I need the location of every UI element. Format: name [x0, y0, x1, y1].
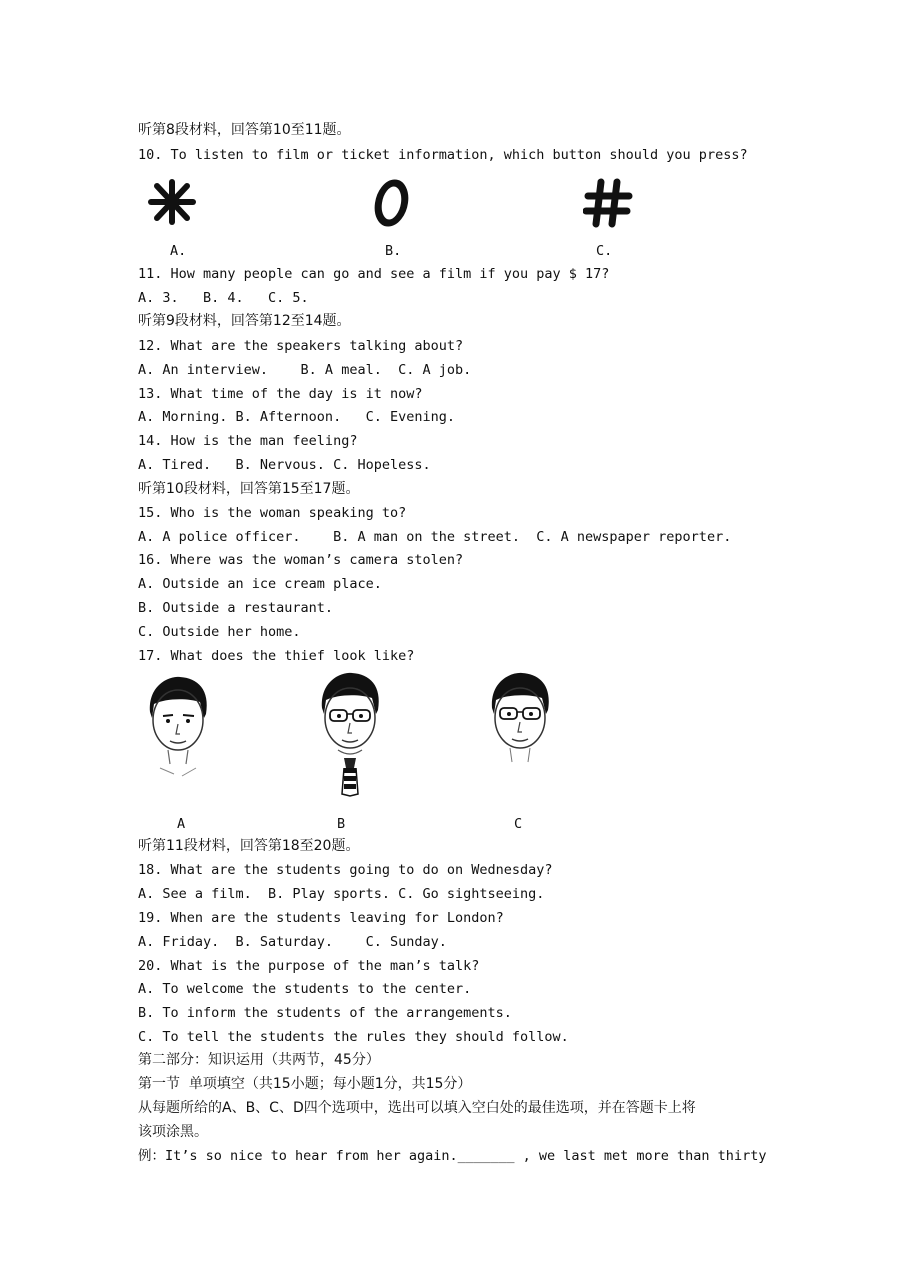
question-13: 13. What time of the day is it now? — [138, 386, 423, 402]
question-12: 12. What are the speakers talking about? — [138, 338, 464, 354]
face-a-image — [138, 672, 218, 787]
q10-label-b: B. — [385, 243, 402, 259]
question-11: 11. How many people can go and see a film if you pay $ 17? — [138, 266, 610, 282]
question-15-options: A. A police officer. B. A man on the street. C. A newspaper reporter. — [138, 529, 732, 545]
zero-icon — [369, 178, 413, 228]
question-16-option-b: B. Outside a restaurant. — [138, 600, 334, 616]
part2-instruction-line2: 该项涂黑。 — [138, 1124, 208, 1140]
question-11-options: A. 3. B. 4. C. 5. — [138, 290, 309, 306]
question-14: 14. How is the man feeling? — [138, 433, 358, 449]
question-18: 18. What are the students going to do on Wednesday? — [138, 862, 553, 878]
question-16-option-c: C. Outside her home. — [138, 624, 301, 640]
face-c-image — [480, 668, 560, 783]
q17-label-a: A — [177, 816, 186, 832]
q10-label-c: C. — [596, 243, 613, 259]
part2-instruction-line1: 从每题所给的A、B、C、D四个选项中，选出可以填入空白处的最佳选项，并在答题卡上将 — [138, 1100, 696, 1116]
question-20-option-b: B. To inform the students of the arrangements. — [138, 1005, 512, 1021]
question-10: 10. To listen to film or ticket information, which button should you press? — [138, 147, 748, 163]
q17-label-c: C — [514, 816, 523, 832]
section11-heading: 听第11段材料，回答第18至20题。 — [138, 838, 360, 854]
asterisk-icon — [143, 178, 201, 228]
question-19-options: A. Friday. B. Saturday. C. Sunday. — [138, 934, 447, 950]
q17-label-b: B — [337, 816, 346, 832]
question-16: 16. Where was the woman’s camera stolen? — [138, 552, 464, 568]
question-13-options: A. Morning. B. Afternoon. C. Evening. — [138, 409, 455, 425]
section10-heading: 听第10段材料，回答第15至17题。 — [138, 481, 360, 497]
section9-heading: 听第9段材料，回答第12至14题。 — [138, 313, 351, 329]
question-12-options: A. An interview. B. A meal. C. A job. — [138, 362, 472, 378]
question-20-option-c: C. To tell the students the rules they should follow. — [138, 1029, 569, 1045]
question-14-options: A. Tired. B. Nervous. C. Hopeless. — [138, 457, 431, 473]
question-20: 20. What is the purpose of the man’s talk? — [138, 958, 480, 974]
part2-heading: 第二部分：知识运用（共两节，45分） — [138, 1052, 380, 1068]
question-19: 19. When are the students leaving for London? — [138, 910, 504, 926]
question-17: 17. What does the thief look like? — [138, 648, 415, 664]
hash-icon — [583, 178, 633, 228]
question-15: 15. Who is the woman speaking to? — [138, 505, 407, 521]
question-16-option-a: A. Outside an ice cream place. — [138, 576, 382, 592]
section8-heading: 听第8段材料，回答第10至11题。 — [138, 122, 351, 138]
q10-label-a: A. — [170, 243, 187, 259]
question-20-option-a: A. To welcome the students to the center. — [138, 981, 472, 997]
part2-section1-heading: 第一节 单项填空（共15小题；每小题1分，共15分） — [138, 1076, 472, 1092]
question-18-options: A. See a film. B. Play sports. C. Go sightseeing. — [138, 886, 545, 902]
part2-example: 例：It’s so nice to hear from her again._______ , we last met more than thirty — [138, 1148, 767, 1164]
face-b-image — [310, 668, 390, 798]
